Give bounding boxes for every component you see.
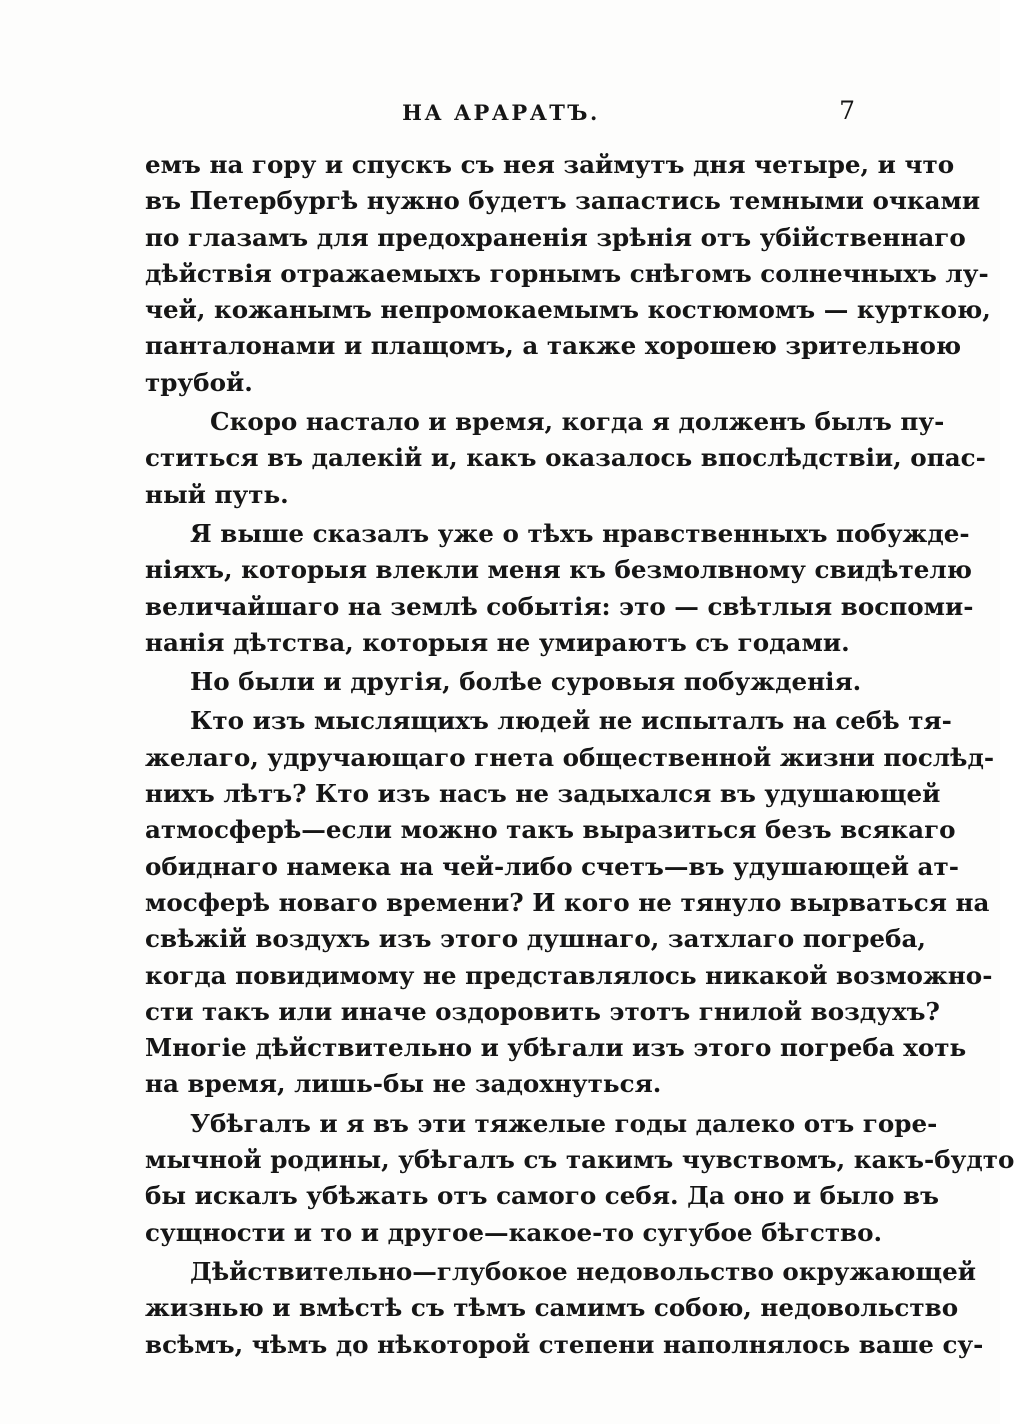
text-line: нихъ лѣтъ? Кто изъ насъ не задыхался въ удушающей <box>145 779 941 809</box>
text-line: Я выше сказалъ уже о тѣхъ нравственныхъ побужде- <box>190 518 970 548</box>
text-line: ный путь. <box>145 479 289 509</box>
text-line: величайшаго на землѣ событія: это — свѣтлыя воспоми- <box>145 591 974 621</box>
text-line: Многіе дѣйствительно и убѣгали изъ этого погреба хоть <box>145 1033 967 1063</box>
text-line: свѣжій воздухъ изъ этого душнаго, затхлаго погреба, <box>145 924 926 954</box>
text-line: Но были и другія, болѣе суровыя побужденія. <box>190 667 862 697</box>
text-line: чей, кожанымъ непромокаемымъ костюмомъ — курткою, <box>145 295 991 325</box>
text-line: мосферѣ новаго времени? И кого не тянуло вырваться на <box>145 887 990 917</box>
text-line: всѣмъ, чѣмъ до нѣкоторой степени наполнялось ваше су- <box>145 1329 984 1359</box>
text-line: панталонами и плащомъ, а также хорошею зрительною <box>145 331 962 361</box>
text-line: когда повидимому не представлялось никакой возможно- <box>145 960 993 990</box>
text-line: ніяхъ, которыя влекли меня къ безмолвному свидѣтелю <box>145 555 972 585</box>
text-line: бы искалъ убѣжать отъ самого себя. Да оно и было въ <box>145 1181 939 1211</box>
text-line: въ Петербургѣ нужно будетъ запастись темными очками <box>145 186 981 216</box>
text-line: Скоро настало и время, когда я долженъ былъ пу- <box>210 407 945 437</box>
text-line: дѣйствія отражаемыхъ горнымъ снѣгомъ солнечныхъ лу- <box>145 258 989 288</box>
text-line: по глазамъ для предохраненія зрѣнія отъ убійственнаго <box>145 222 966 252</box>
page-number: 7 <box>839 96 855 125</box>
text-line: емъ на гору и спускъ съ нея займутъ дня четыре, и что <box>145 150 955 179</box>
text-line: атмосферѣ—если можно такъ выразиться безъ всякаго <box>145 815 956 845</box>
running-title: НА АРАРАТЪ. <box>402 100 600 125</box>
text-line: сущности и то и другое—какое-то сугубое бѣгство. <box>145 1217 883 1247</box>
text-line: Кто изъ мыслящихъ людей не испыталъ на себѣ тя- <box>190 706 952 736</box>
text-line: желаго, удручающаго гнета общественной жизни послѣд- <box>145 742 995 772</box>
text-line: ститься въ далекій и, какъ оказалось впослѣдствіи, опас- <box>145 443 986 473</box>
text-line: сти такъ или иначе оздоровить этотъ гнилой воздухъ? <box>145 996 940 1026</box>
text-line: нанія дѣтства, которыя не умираютъ съ годами. <box>145 627 850 657</box>
text-line: на время, лишь-бы не задохнуться. <box>145 1069 662 1099</box>
text-line: Убѣгалъ и я въ эти тяжелые годы далеко отъ горе- <box>190 1108 938 1138</box>
text-line: Дѣйствительно—глубокое недовольство окружающей <box>190 1256 977 1286</box>
text-line: обиднаго намека на чей-либо счетъ—въ удушающей ат- <box>145 851 959 881</box>
text-line: мычной родины, убѣгалъ съ такимъ чувствомъ, какъ-будто <box>145 1145 1014 1175</box>
body-text <box>145 147 1014 1363</box>
text-line: жизнью и вмѣстѣ съ тѣмъ самимъ собою, недовольство <box>145 1293 959 1323</box>
running-head <box>145 96 857 130</box>
text-line: трубой. <box>145 367 253 397</box>
